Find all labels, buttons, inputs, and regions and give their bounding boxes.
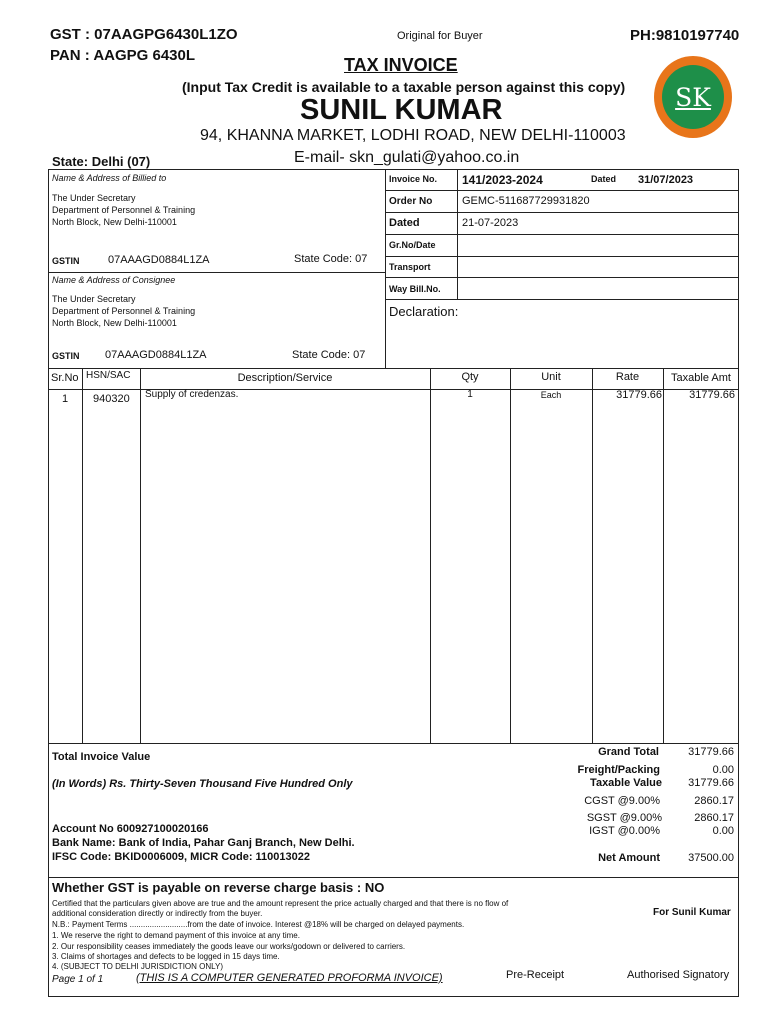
copy-label: Original for Buyer <box>397 30 483 42</box>
taxable-value-label: Taxable Value <box>590 777 662 789</box>
company-name: SUNIL KUMAR <box>300 94 503 126</box>
invoice-date: 31/07/2023 <box>638 174 694 186</box>
freight-label: Freight/Packing <box>577 764 660 776</box>
total-invoice-label: Total Invoice Value <box>52 751 151 763</box>
billed-state-code: State Code: 07 <box>294 253 368 265</box>
order-dated-label: Dated <box>389 217 420 229</box>
certify-line-1: Certified that the particulars given above are true and the amount represent the price actually charged and that there is no flow of <box>52 899 509 908</box>
billed-to-line-3: North Block, New Delhi-110001 <box>52 217 177 227</box>
billed-to-line-1: The Under Secretary <box>52 193 136 203</box>
page-number: Page 1 of 1 <box>52 974 104 985</box>
col-rate: Rate <box>615 371 640 383</box>
for-company: For Sunil Kumar <box>653 907 731 918</box>
company-email: E-mail- skn_gulati@yahoo.co.in <box>294 149 520 166</box>
row-rate: 31779.66 <box>616 389 662 401</box>
billed-to-label: Name & Address of Billied to <box>52 173 167 183</box>
invoice-no-label: Invoice No. <box>389 174 438 184</box>
transport-label: Transport <box>389 262 431 272</box>
order-date: 21-07-2023 <box>462 217 519 229</box>
col-taxable-amt: Taxable Amt <box>671 372 731 384</box>
company-address: 94, KHANNA MARKET, LODHI ROAD, NEW DELHI-110003 <box>200 127 626 144</box>
consignee-label: Name & Address of Consignee <box>52 275 176 285</box>
bank-name: Bank Name: Bank of India, Pahar Ganj Branch, New Delhi. <box>52 837 355 849</box>
consignee-gstin: 07AAAGD0884L1ZA <box>105 349 207 361</box>
consignee-line-1: The Under Secretary <box>52 294 136 304</box>
consignee-gstin-label: GSTIN <box>52 351 80 361</box>
col-sr: Sr.No <box>51 372 79 384</box>
grno-label: Gr.No/Date <box>389 240 436 250</box>
order-no: GEMC-511687729931820 <box>462 195 590 207</box>
invoice-dated-label: Dated <box>591 174 617 184</box>
billed-gstin-label: GSTIN <box>52 256 80 266</box>
row-hsn: 940320 <box>93 393 130 405</box>
net-amount-label: Net Amount <box>598 852 660 864</box>
term-3: 3. Claims of shortages and defects to be logged in 15 days time. <box>52 952 280 961</box>
consignee-line-3: North Block, New Delhi-110001 <box>52 318 177 328</box>
logo-monogram: SK <box>675 82 711 112</box>
order-no-label: Order No <box>389 196 433 207</box>
billed-gstin: 07AAAGD0884L1ZA <box>108 254 210 266</box>
row-qty: 1 <box>467 389 473 400</box>
generated-note: (THIS IS A COMPUTER GENERATED PROFORMA INVOICE) <box>136 972 443 984</box>
col-description: Description/Service <box>237 372 333 384</box>
grand-total-value: 31779.66 <box>688 746 734 758</box>
reverse-charge-note: Whether GST is payable on reverse charge basis : NO <box>52 880 385 895</box>
row-unit: Each <box>540 390 562 400</box>
net-amount-value: 37500.00 <box>688 852 734 864</box>
igst-value: 0.00 <box>712 825 734 837</box>
billed-to-line-2: Department of Personnel & Training <box>52 205 196 215</box>
doc-title: TAX INVOICE <box>344 55 458 75</box>
col-qty: Qty <box>461 371 479 383</box>
company-logo <box>654 56 732 138</box>
taxable-value: 31779.66 <box>688 777 734 789</box>
seller-state: State: Delhi (07) <box>52 154 151 169</box>
invoice-no: 141/2023-2024 <box>462 173 543 187</box>
seller-gst: GST : 07AAGPG6430L1ZO <box>50 26 238 43</box>
bank-account: Account No 600927100020166 <box>52 823 209 835</box>
authorised-signatory: Authorised Signatory <box>627 969 730 981</box>
itc-note: (Input Tax Credit is available to a taxable person against this copy) <box>182 79 626 95</box>
cgst-value: 2860.17 <box>694 795 734 807</box>
col-hsn: HSN/SAC <box>86 370 131 381</box>
col-unit: Unit <box>541 371 561 383</box>
declaration-label: Declaration: <box>389 304 459 319</box>
term-2: 2. Our responsibility ceases immediately the goods leave our works/godown or delivered to carriers. <box>52 942 406 951</box>
row-description: Supply of credenzas. <box>145 389 239 400</box>
term-1: 1. We reserve the right to demand payment of this invoice at any time. <box>52 931 300 940</box>
seller-phone: PH:9810197740 <box>630 27 740 44</box>
row-sr: 1 <box>61 393 69 405</box>
row-amount: 31779.66 <box>689 389 735 401</box>
waybill-label: Way Bill.No. <box>389 284 441 294</box>
certify-line-2: additional consideration directly or indirectly from the buyer. <box>52 909 263 918</box>
consignee-state-code: State Code: 07 <box>292 349 366 361</box>
term-4: 4. (SUBJECT TO DELHI JURISDICTION ONLY) <box>52 962 223 971</box>
freight-value: 0.00 <box>712 764 734 776</box>
sgst-value: 2860.17 <box>694 812 734 824</box>
pre-receipt: Pre-Receipt <box>506 969 565 981</box>
payment-terms: N.B.: Payment Terms ..........................from the date of invoice. Interest @18% will be charged on delayed payments. <box>52 920 465 929</box>
consignee-line-2: Department of Personnel & Training <box>52 306 196 316</box>
cgst-label: CGST @9.00% <box>584 795 660 807</box>
igst-label: IGST @0.00% <box>589 825 660 837</box>
amount-in-words: (In Words) Rs. Thirty-Seven Thousand Five Hundred Only <box>52 778 353 790</box>
seller-pan: PAN : AAGPG 6430L <box>50 47 196 64</box>
sgst-label: SGST @9.00% <box>586 812 662 824</box>
grand-total-label: Grand Total <box>598 746 659 758</box>
bank-ifsc: IFSC Code: BKID0006009, MICR Code: 110013022 <box>52 851 310 863</box>
